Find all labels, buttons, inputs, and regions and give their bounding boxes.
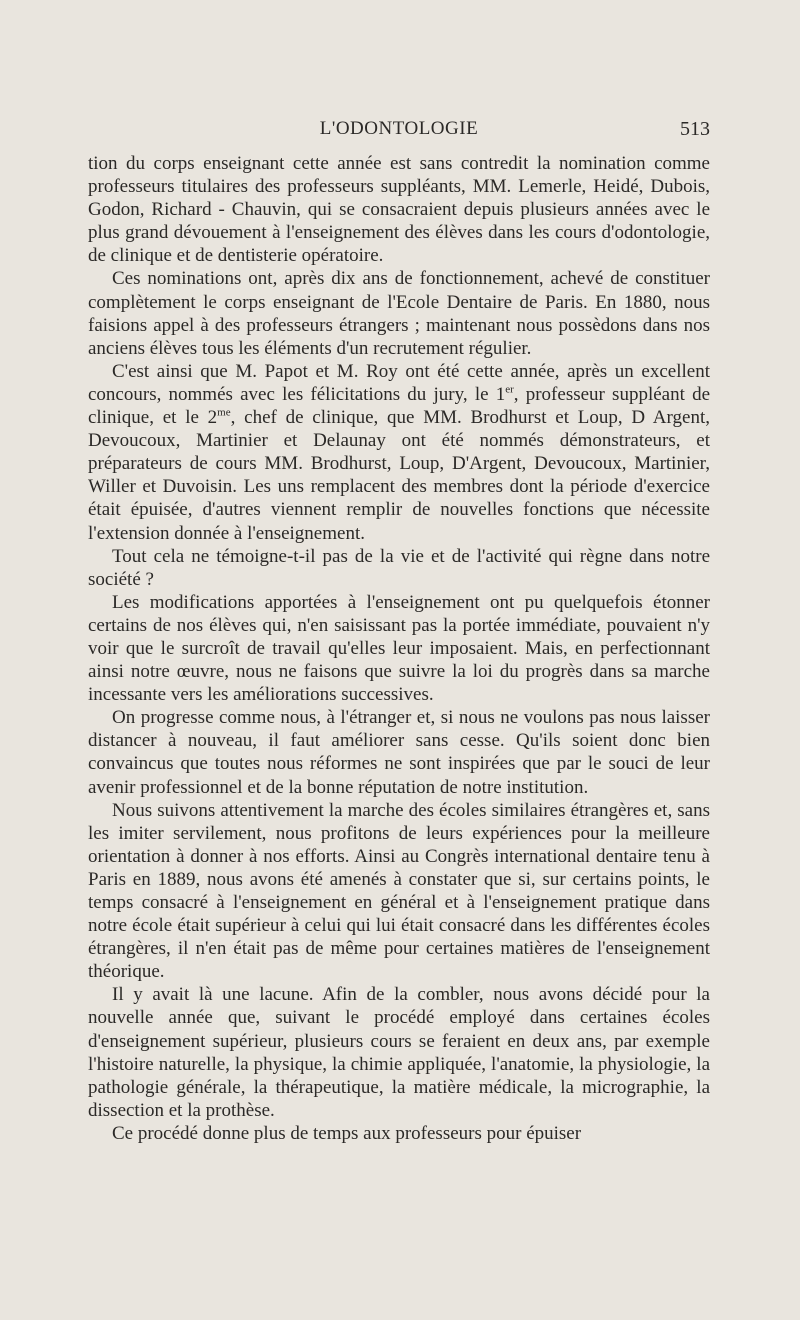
paragraph-5: Les modifications apportées à l'enseignement ont pu quelquefois étonner certains de nos élèves qui, n'en saisissant pas la portée immédiate, pouvaient n'y voir que le surcroît de travail qu'elles leur imposaient. Mais, en perfectionnant ainsi notre œuvre, nous ne faisons que suivre la loi du progrès dans sa marche incessante vers les améliorations successives. [88,591,710,706]
paragraph-8: Il y avait là une lacune. Afin de la combler, nous avons décidé pour la nouvelle année que, suivant le procédé employé dans certaines écoles d'enseignement supérieur, plusieurs cours se feraient en deux ans, par exemple l'histoire naturelle, la physique, la chimie appliquée, l'anatomie, la physiologie, la pathologie générale, la thérapeutique, la matière médicale, la micrographie, la dissection et la prothèse. [88,984,710,1121]
paragraph-3 [88,360,710,545]
paragraph-1: tion du corps enseignant cette année est sans contredit la nomination comme professeurs titulaires des professeurs suppléants, MM. Lemerle, Heidé, Dubois, Godon, Richard - Chauvin, qui se consacraient depuis plusieurs années avec le plus grand dévouement à l'enseignement des élèves dans les cours d'odontologie, de clinique et de dentisterie opératoire. [88,153,710,267]
paragraph-6: On progresse comme nous, à l'étranger et, si nous ne voulons pas nous laisser distancer à nouveau, il faut améliorer sans cesse. Qu'ils soient donc bien convaincus que toutes nous réformes ne sont inspirées que par le souci de leur avenir professionnel et de la bonne réputation de notre institution. [88,707,710,798]
paragraph-3-part-2: , professeur suppléant de clinique, et le 2 [88,383,711,429]
paragraph-7: Nous suivons attentivement la marche des écoles similaires étrangères et, sans les imiter servilement, nous profitons de leurs expériences pour la meilleure orientation à donner à nos efforts. Ainsi au Congrès international dentaire tenu à Paris en 1889, nous avons été amenés à constater que si, sur certains points, le temps consacré à l'enseignement en général et à l'enseignement pratique dans notre école était supérieur à celui qui lui était consacré dans les différentes écoles étrangères, il n'en était pas de même pour certaines matières de l'enseignement théorique. [88,799,710,983]
paragraph-3-part-1: C'est ainsi que M. Papot et M. Roy ont été cette année, après un excellent concours, nommés avec les félicitations du jury, le 1 [88,360,710,405]
page-header [88,118,710,144]
page-number: 513 [680,118,710,140]
running-title: L'ODONTOLOGIE [319,118,479,139]
paragraph-2: Ces nominations ont, après dix ans de fonctionnement, achevé de constituer complètement le corps enseignant de l'Ecole Dentaire de Paris. En 1880, nous faisions appel à des professeurs étrangers ; maintenant nous possèdons dans nos anciens élèves tous les éléments d'un recrutement régulier. [88,268,710,359]
ordinal-superscript-er: er [505,383,514,396]
paragraph-9: Ce procédé donne plus de temps aux professeurs pour épuiser [112,1122,582,1144]
body-text [88,152,710,1145]
ordinal-superscript-me: me [217,406,231,419]
paragraph-3-part-3: , chef de clinique, que MM. Brodhurst et Loup, D Argent, Devoucoux, Martinier et Delaunay ont été nommés démonstrateurs, et préparateurs de cours MM. Brodhurst, Loup, D'Argent, Devoucoux, Martinier, Willer et Duvoisin. Les uns remplacent des membres dont la période d'exercice était épuisée, d'autres viennent remplir de nouvelles fonctions que nécessite l'extension donnée à l'enseignement. [88,407,710,544]
paragraph-4: Tout cela ne témoigne-t-il pas de la vie et de l'activité qui règne dans notre société ? [88,545,710,590]
